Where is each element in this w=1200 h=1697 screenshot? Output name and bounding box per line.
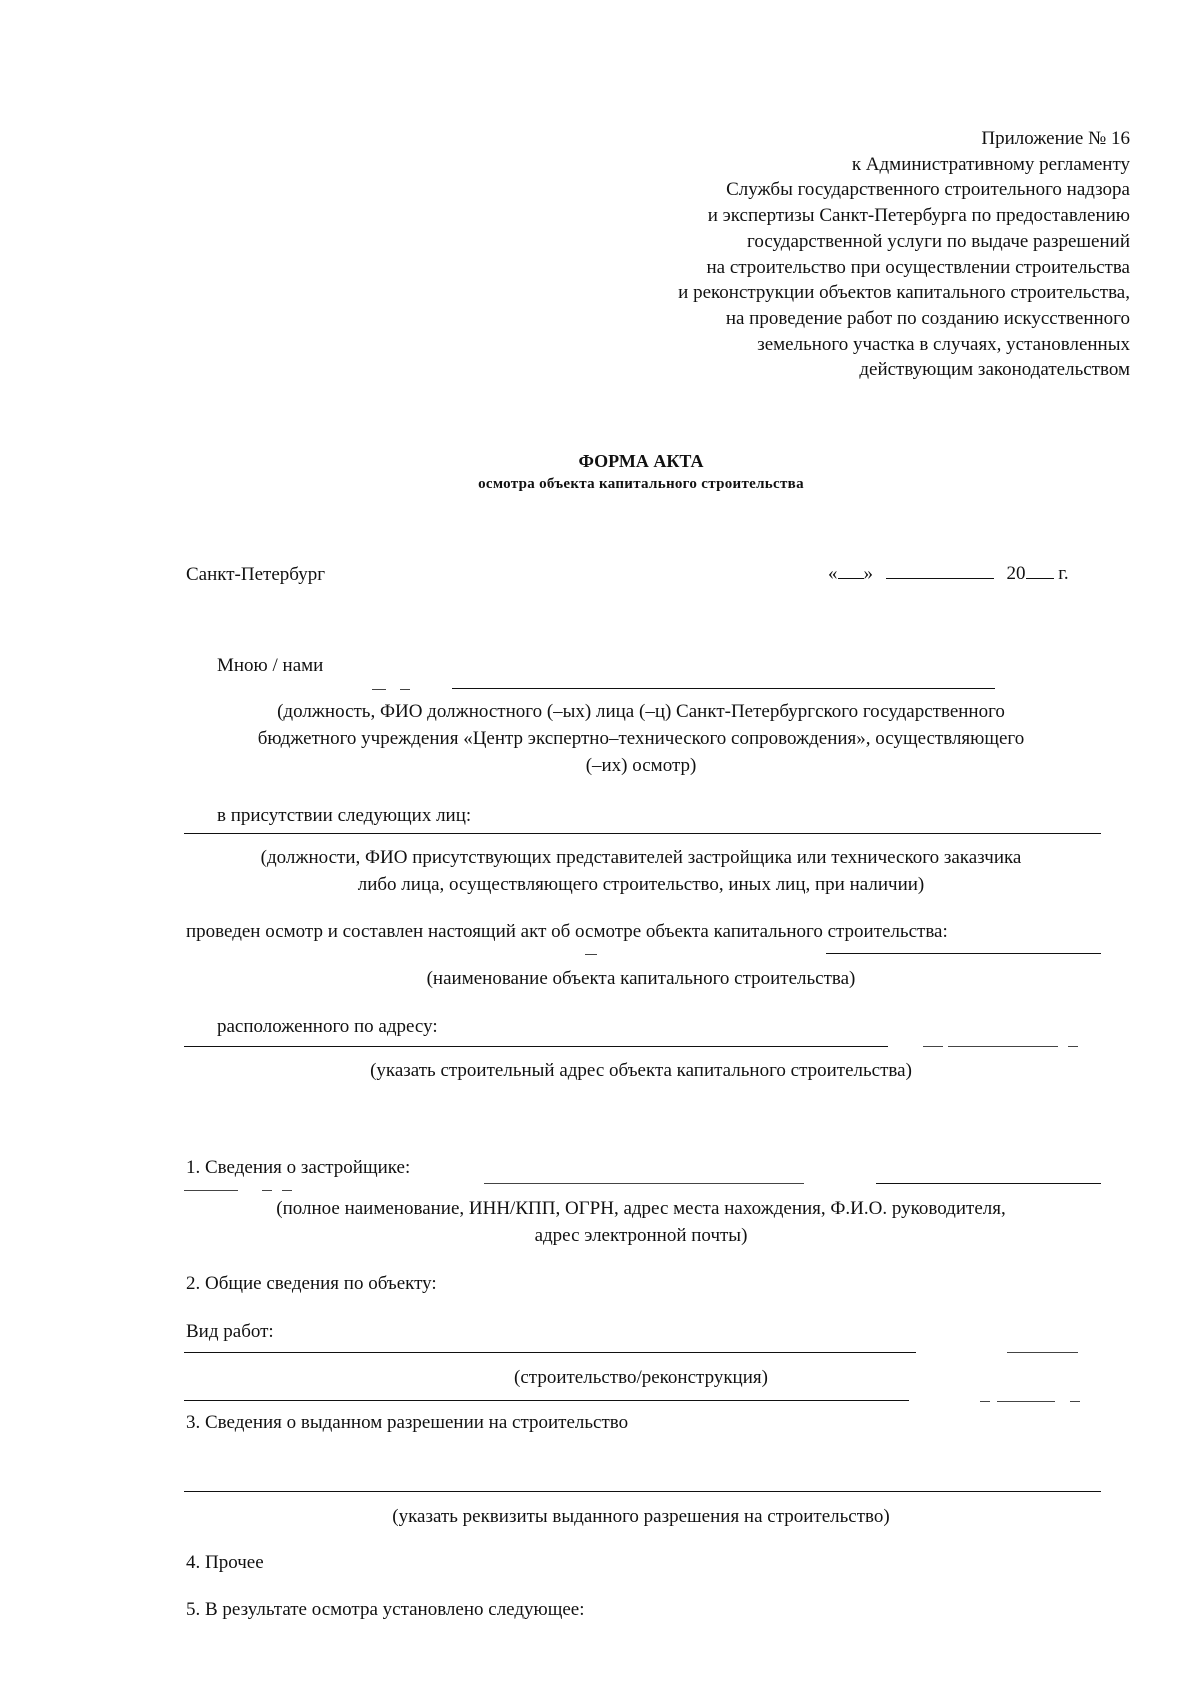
work-type-hint: (строительство/реконструкция) <box>514 1367 768 1388</box>
appendix-line: к Административному регламенту <box>851 153 1130 175</box>
inspectors-hint-line3: (–их) осмотр) <box>585 755 697 776</box>
dash-mark <box>184 1190 238 1191</box>
presence-fill-line[interactable] <box>184 833 1101 834</box>
dash-mark <box>262 1190 272 1191</box>
object-fill-line[interactable] <box>826 953 1101 954</box>
work-type-label: Вид работ: <box>186 1321 274 1342</box>
section1-hint-line1: (полное наименование, ИНН/КПП, ОГРН, адрес места нахождения, Ф.И.О. руководителя, <box>276 1198 1006 1219</box>
appendix-line: и экспертизы Санкт-Петербурга по предоставлению <box>707 205 1130 227</box>
day-blank[interactable] <box>838 560 864 579</box>
appendix-line: действующим законодательством <box>859 359 1130 381</box>
section1-fill-line[interactable] <box>876 1183 1101 1184</box>
appendix-line: Приложение № 16 <box>981 128 1130 149</box>
section3-label: 3. Сведения о выданном разрешении на строительство <box>186 1412 629 1433</box>
section2-label: 2. Общие сведения по объекту: <box>186 1273 437 1294</box>
section3-hint: (указать реквизиты выданного разрешения на строительство) <box>392 1506 890 1527</box>
address-fill-line[interactable] <box>184 1046 888 1047</box>
dash-mark <box>997 1401 1055 1402</box>
year-suffix: г. <box>1058 563 1069 584</box>
appendix-line: Службы государственного строительного надзора <box>726 179 1130 201</box>
work-type-second-line[interactable] <box>184 1400 909 1401</box>
year-prefix: 20 <box>1006 563 1026 584</box>
appendix-line: государственной услуги по выдаче разрешений <box>747 230 1130 252</box>
dash-mark <box>1070 1401 1080 1402</box>
presence-hint-line2: либо лица, осуществляющего строительство, иных лиц, при наличии) <box>357 874 925 895</box>
appendix-line: и реконструкции объектов капитального строительства, <box>678 282 1130 304</box>
date-open-quote: « <box>828 563 838 584</box>
inspectors-label: Мною / нами <box>217 655 324 676</box>
appendix-line: на строительство при осуществлении строительства <box>706 256 1130 278</box>
section4-label: 4. Прочее <box>186 1552 264 1573</box>
presence-label: в присутствии следующих лиц: <box>217 805 472 826</box>
document-subtitle: осмотра объекта капитального строительства <box>478 476 804 492</box>
dash-mark <box>948 1046 1058 1047</box>
date-field[interactable] <box>828 560 1069 585</box>
section3-fill-line[interactable] <box>184 1491 1101 1492</box>
dash-mark <box>923 1046 943 1047</box>
section5-label: 5. В результате осмотра установлено следующее: <box>186 1599 585 1620</box>
dash-mark <box>1007 1352 1078 1353</box>
date-close-quote: » <box>863 563 873 584</box>
month-blank[interactable] <box>886 560 994 579</box>
section1-hint-line2: адрес электронной почты) <box>534 1225 748 1246</box>
dash-mark <box>585 954 597 955</box>
section1-label: 1. Сведения о застройщике: <box>186 1157 411 1178</box>
work-type-fill-line[interactable] <box>184 1352 916 1353</box>
address-label: расположенного по адресу: <box>217 1016 438 1037</box>
dash-mark <box>1068 1046 1078 1047</box>
appendix-line: земельного участка в случаях, установленных <box>757 333 1130 355</box>
inspectors-fill-line[interactable] <box>452 688 995 689</box>
object-hint: (наименование объекта капитального строительства) <box>426 968 856 989</box>
dash-mark <box>372 689 386 690</box>
dash-mark <box>484 1183 804 1184</box>
address-hint: (указать строительный адрес объекта капитального строительства) <box>370 1060 912 1081</box>
year-blank[interactable] <box>1026 560 1054 579</box>
dash-mark <box>400 689 410 690</box>
dash-mark <box>282 1190 292 1191</box>
document-title: ФОРМА АКТА <box>578 451 704 471</box>
dash-mark <box>980 1401 990 1402</box>
place-label: Санкт-Петербург <box>186 564 326 585</box>
appendix-header <box>430 126 1130 383</box>
presence-hint-line1: (должности, ФИО присутствующих представителей застройщика или технического заказчика <box>260 847 1022 868</box>
appendix-line: на проведение работ по созданию искусственного <box>725 307 1130 329</box>
object-label: проведен осмотр и составлен настоящий акт об осмотре объекта капитального строительства: <box>186 921 948 942</box>
inspectors-hint-line2: бюджетного учреждения «Центр экспертно–технического сопровождения», осуществляющего <box>257 728 1025 749</box>
inspectors-hint-line1: (должность, ФИО должностного (–ых) лица (–ц) Санкт-Петербургского государственного <box>277 701 1005 722</box>
